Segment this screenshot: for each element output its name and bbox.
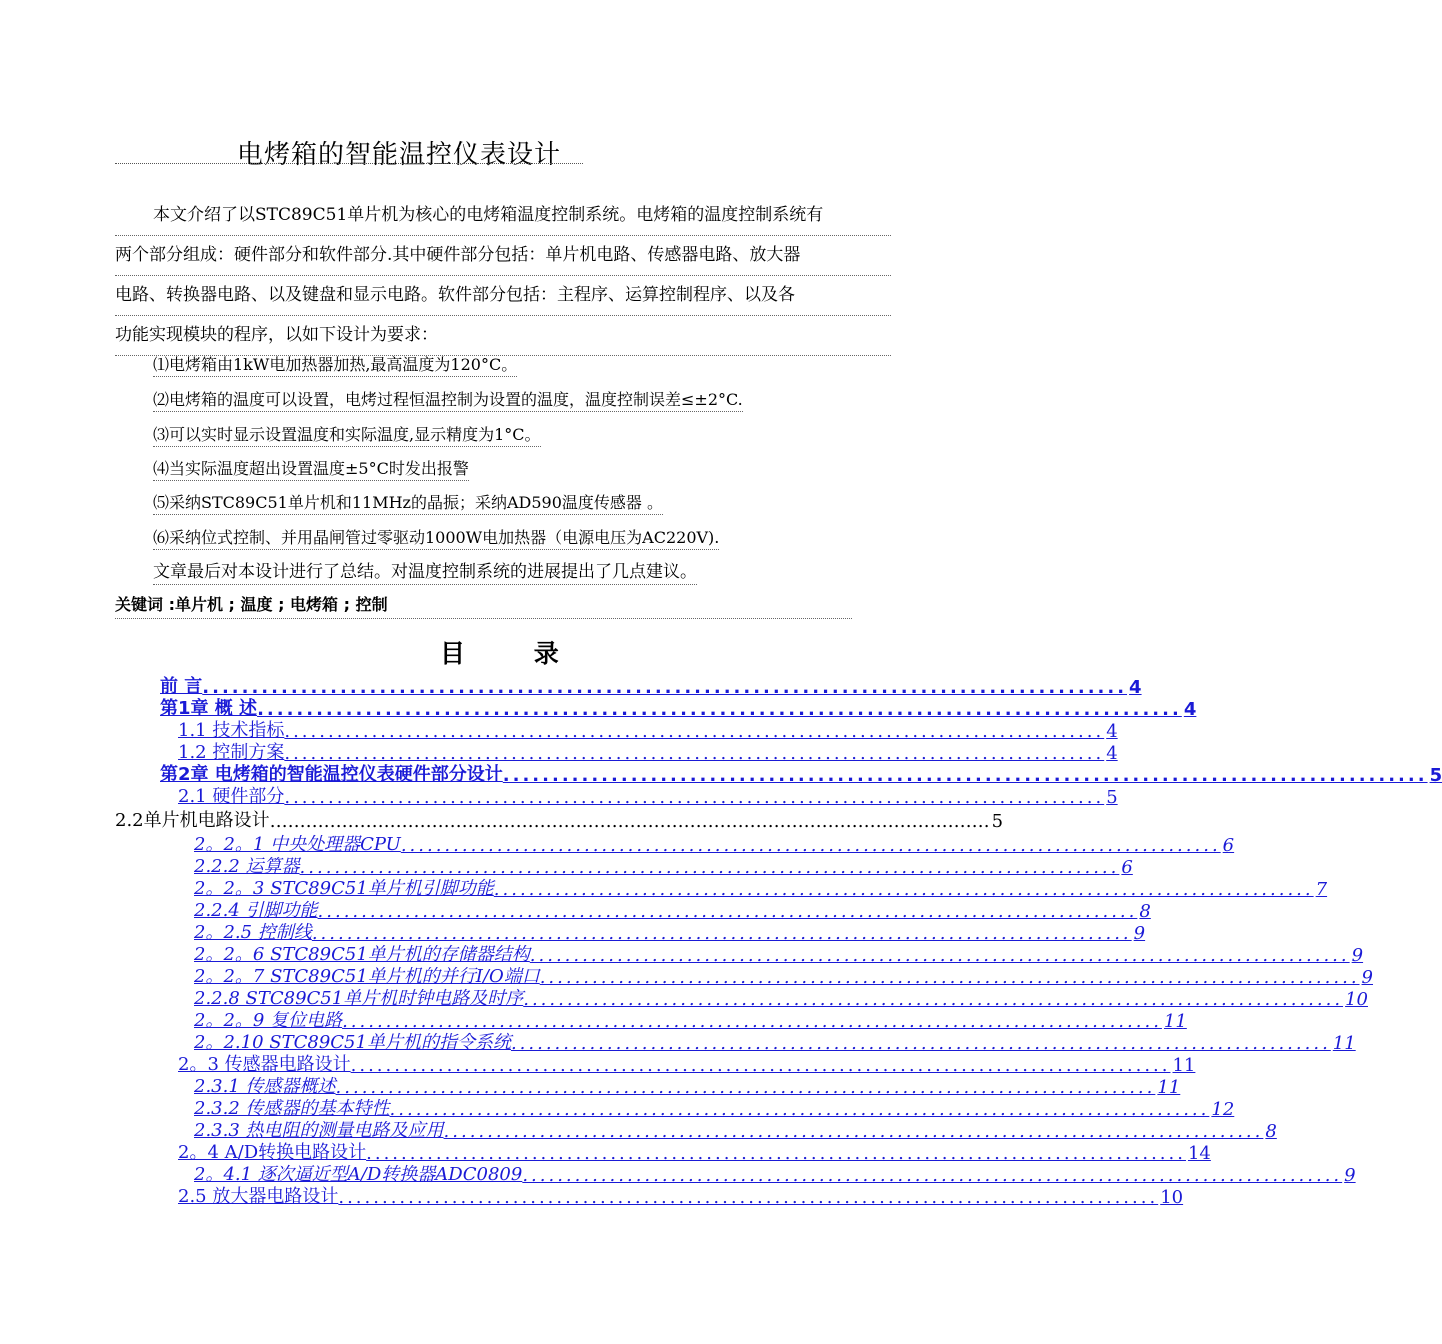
toc-page: 4 [1129, 677, 1142, 698]
toc-label: 2。2.5 控制线 [194, 922, 312, 943]
toc-page: 11 [1157, 1077, 1181, 1098]
abstract-line: 功能实现模块的程序，以如下设计为要求： [115, 316, 891, 356]
toc-page: 9 [1344, 1165, 1356, 1186]
toc-page: 6 [1222, 835, 1235, 856]
toc-label: 2。2。9 复位电路 [194, 1010, 343, 1031]
toc-leader: .............................................................................................. [284, 721, 1105, 742]
toc-leader: .............................................................................................. [539, 967, 1360, 988]
toc-leader: .............................................................................................. [335, 1077, 1156, 1098]
toc-page: 4 [1183, 699, 1197, 720]
toc-page: 10 [1160, 1187, 1184, 1208]
toc-leader: .............................................................................................. [257, 699, 1182, 720]
toc-label: 2.3.1 传感器概述 [194, 1076, 336, 1097]
toc-page: 11 [1163, 1011, 1187, 1032]
toc-label: 2.2.4 引脚功能 [194, 900, 318, 921]
requirement-text: ⑷当实际温度超出设置温度±5°C时发出报警 [153, 459, 469, 481]
toc-page: 8 [1265, 1121, 1277, 1142]
document-title: 电烤箱的智能温控仪表设计 [237, 140, 562, 170]
toc-page: 5 [991, 811, 1004, 832]
abstract-line: 本文介绍了以STC89C51单片机为核心的电烤箱温度控制系统。电烤箱的温度控制系统有 [115, 196, 891, 236]
toc-leader: .............................................................................................. [529, 945, 1350, 966]
summary-text: 文章最后对本设计进行了总结。对温度控制系统的进展提出了几点建议。 [153, 562, 697, 585]
toc-leader: .............................................................................................. [342, 1011, 1162, 1032]
toc-page: 5 [1429, 765, 1442, 786]
toc-label: 2.2.8 STC89C51单片机时钟电路及时序 [194, 988, 524, 1009]
toc-leader: .............................................................................................. [493, 879, 1314, 900]
toc-page: 11 [1172, 1055, 1196, 1076]
toc-page: 11 [1332, 1033, 1356, 1054]
summary-line [153, 557, 697, 582]
toc-leader: .............................................................................................. [443, 1121, 1264, 1142]
toc-page: 10 [1345, 989, 1368, 1010]
toc-page: 9 [1351, 945, 1364, 966]
requirement-text: ⑴电烤箱由1kW电加热器加热,最高温度为120°C。 [153, 355, 517, 377]
toc-leader: .............................................................................................. [202, 677, 1128, 698]
toc-entry[interactable] [115, 810, 1004, 832]
title-underline [115, 163, 583, 164]
toc-page: 8 [1139, 901, 1151, 922]
requirement-item [153, 352, 517, 375]
toc-leader: .............................................................................................. [284, 743, 1105, 764]
toc-label: 1.2 控制方案 [178, 742, 285, 763]
toc-leader: .............................................................................................. [522, 1165, 1343, 1186]
toc-page: 9 [1361, 967, 1373, 988]
toc-leader: .............................................................................................. [389, 1099, 1210, 1120]
toc-leader: .............................................................................................. [510, 1033, 1331, 1054]
toc-label: 2.2.2 运算器 [194, 856, 300, 877]
toc-leader: .............................................................................................. [317, 901, 1138, 922]
toc-label: 2.3.3 热电阻的测量电路及应用 [194, 1120, 444, 1141]
toc-label: 1.1 技术指标 [178, 720, 285, 741]
toc-entry[interactable] [178, 1186, 1184, 1208]
toc-leader: .............................................................................................. [338, 1187, 1159, 1208]
toc-label: 2。2。1 中央处理器CPU [194, 834, 401, 855]
requirement-text: ⑸采纳STC89C51单片机和11MHz的晶振；采纳AD590温度传感器 。 [153, 493, 663, 515]
toc-entry[interactable] [160, 676, 1142, 698]
toc-label: 第1章 概 述 [160, 698, 258, 719]
toc-label: 2。3 传感器电路设计 [178, 1054, 351, 1075]
abstract-line: 两个部分组成：硬件部分和软件部分.其中硬件部分包括：单片机电路、传感器电路、放大器 [115, 236, 891, 276]
requirement-text: ⑶可以实时显示设置温度和实际温度,显示精度为1°C。 [153, 425, 541, 447]
abstract-line: 电路、转换器电路、以及键盘和显示电路。软件部分包括：主程序、运算控制程序、以及各 [115, 276, 891, 316]
abstract-paragraph [115, 196, 891, 356]
toc-leader: .............................................................................................. [523, 989, 1344, 1010]
toc-label: 2.2单片机电路设计 [115, 810, 270, 831]
requirement-text: ⑹采纳位式控制、并用晶闸管过零驱动1000W电加热器（电源电压为AC220V). [153, 528, 719, 550]
toc-leader: .............................................................................................. [311, 923, 1132, 944]
toc-page: 12 [1211, 1099, 1235, 1120]
toc-leader: .............................................................................................. [366, 1143, 1186, 1164]
requirement-item [153, 456, 469, 479]
toc-page: 7 [1315, 879, 1328, 900]
toc-label: 2.3.2 传感器的基本特性 [194, 1098, 390, 1119]
toc-leader: .............................................................................................. [284, 787, 1105, 808]
toc-label: 前 言 [160, 676, 203, 697]
toc-page: 14 [1187, 1143, 1211, 1164]
toc-label: 2。2。6 STC89C51单片机的存储器结构 [194, 944, 530, 965]
toc-page: 5 [1106, 787, 1118, 808]
toc-heading: 目 录 [440, 639, 559, 668]
requirement-item [153, 490, 663, 513]
requirement-text: ⑵电烤箱的温度可以设置，电烤过程恒温控制为设置的温度，温度控制误差≤±2°C. [153, 390, 743, 412]
toc-label: 第2章 电烤箱的智能温控仪表硬件部分设计 [160, 764, 503, 785]
toc-leader: .............................................................................................. [400, 835, 1221, 856]
toc-leader: .............................................................................................. [299, 857, 1120, 878]
toc-label: 2。2.10 STC89C51单片机的指令系统 [194, 1032, 511, 1053]
keywords-line: 关键词 :单片机 ; 温度 ; 电烤箱 ; 控制 [115, 592, 852, 619]
toc-entry[interactable] [178, 786, 1118, 808]
toc-page: 6 [1121, 857, 1133, 878]
requirement-item [153, 387, 743, 410]
toc-label: 2.5 放大器电路设计 [178, 1186, 339, 1207]
toc-label: 2。4 A/D转换电路设计 [178, 1142, 367, 1163]
requirement-item [153, 422, 541, 445]
requirement-item [153, 525, 719, 548]
toc-leader: ………………………………………………………………………………………………………… [269, 811, 990, 832]
toc-leader: .............................................................................................. [502, 765, 1428, 786]
toc-label: 2。2。7 STC89C51单片机的并行I/O端口 [194, 966, 540, 987]
toc-label: 2。2。3 STC89C51单片机引脚功能 [194, 878, 494, 899]
toc-label: 2.1 硬件部分 [178, 786, 285, 807]
toc-page: 4 [1106, 743, 1118, 764]
toc-label: 2。4.1 逐次逼近型A/D转换器ADC0809 [194, 1164, 523, 1185]
toc-leader: .............................................................................................. [350, 1055, 1171, 1076]
toc-page: 9 [1133, 923, 1146, 944]
toc-page: 4 [1106, 721, 1118, 742]
